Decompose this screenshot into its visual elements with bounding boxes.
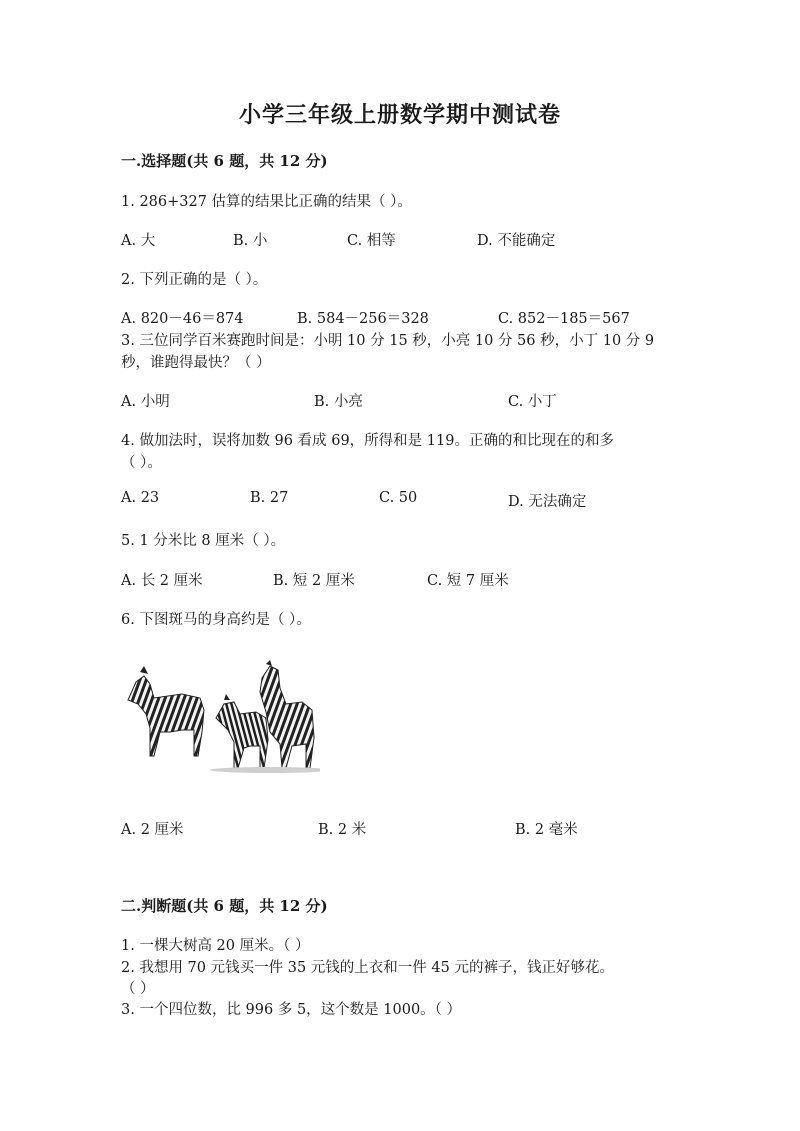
q3-option-a: A. 小明 <box>121 394 170 410</box>
q1-option-c: C. 相等 <box>347 233 396 249</box>
judgement-3-text: 3. 一个四位数，比 996 多 5，这个数是 1000。（ ） <box>121 1002 462 1018</box>
question-5-text: 5. 1 分米比 8 厘米（ ）。 <box>121 533 286 549</box>
q1-option-a: A. 大 <box>121 233 156 249</box>
zebra-left <box>128 666 204 756</box>
q2-option-c: C. 852－185＝567 <box>498 311 630 327</box>
section-heading-judgement: 二.判断题(共 6 题，共 12 分) <box>121 897 328 915</box>
q3-option-b: B. 小亮 <box>314 394 363 410</box>
q4-option-c: C. 50 <box>379 490 418 506</box>
q4-option-a: A. 23 <box>121 490 160 506</box>
question-4-text-line-2: （ ）。 <box>121 455 162 471</box>
q5-option-c: C. 短 7 厘米 <box>427 573 509 589</box>
q1-option-d: D. 不能确定 <box>477 233 556 249</box>
zebra-right <box>260 660 314 768</box>
judgement-1-text: 1. 一棵大树高 20 厘米。（ ） <box>121 938 310 954</box>
q1-option-b: B. 小 <box>233 233 268 249</box>
question-6-text: 6. 下图斑马的身高约是（ ）。 <box>121 612 311 628</box>
q6-option-b: B. 2 米 <box>318 822 367 838</box>
question-3-text-line-1: 3. 三位同学百米赛跑时间是：小明 10 分 15 秒，小亮 10 分 56 秒，小丁 10 分 9 <box>121 333 655 349</box>
q2-option-b: B. 584－256＝328 <box>297 311 429 327</box>
question-2-text: 2. 下列正确的是（ ）。 <box>121 272 268 288</box>
q6-option-a: A. 2 厘米 <box>121 822 184 838</box>
q5-option-b: B. 短 2 厘米 <box>273 573 355 589</box>
q6-option-b2: B. 2 毫米 <box>515 822 578 838</box>
q4-option-b: B. 27 <box>250 490 289 506</box>
q2-option-a: A. 820－46＝874 <box>121 311 244 327</box>
q4-option-d: D. 无法确定 <box>508 494 587 510</box>
question-4-text-line-1: 4. 做加法时，误将加数 96 看成 69，所得和是 119。正确的和比现在的和多 <box>121 433 614 449</box>
judgement-2-text-line-2: （ ） <box>121 981 155 997</box>
judgement-2-text-line-1: 2. 我想用 70 元钱买一件 35 元钱的上衣和一件 45 元的裤子，钱正好够花。 <box>121 960 614 976</box>
question-3-text-line-2: 秒，谁跑得最快？（ ） <box>121 355 271 371</box>
question-1-text: 1. 286+327 估算的结果比正确的结果（ ）。 <box>121 194 412 210</box>
section-heading-choice: 一.选择题(共 6 题，共 12 分) <box>121 152 328 170</box>
page-title: 小学三年级上册数学期中测试卷 <box>238 102 561 128</box>
zebra-middle <box>216 694 268 768</box>
q5-option-a: A. 长 2 厘米 <box>121 573 203 589</box>
zebra-illustration <box>120 660 320 775</box>
q3-option-c: C. 小丁 <box>508 394 557 410</box>
